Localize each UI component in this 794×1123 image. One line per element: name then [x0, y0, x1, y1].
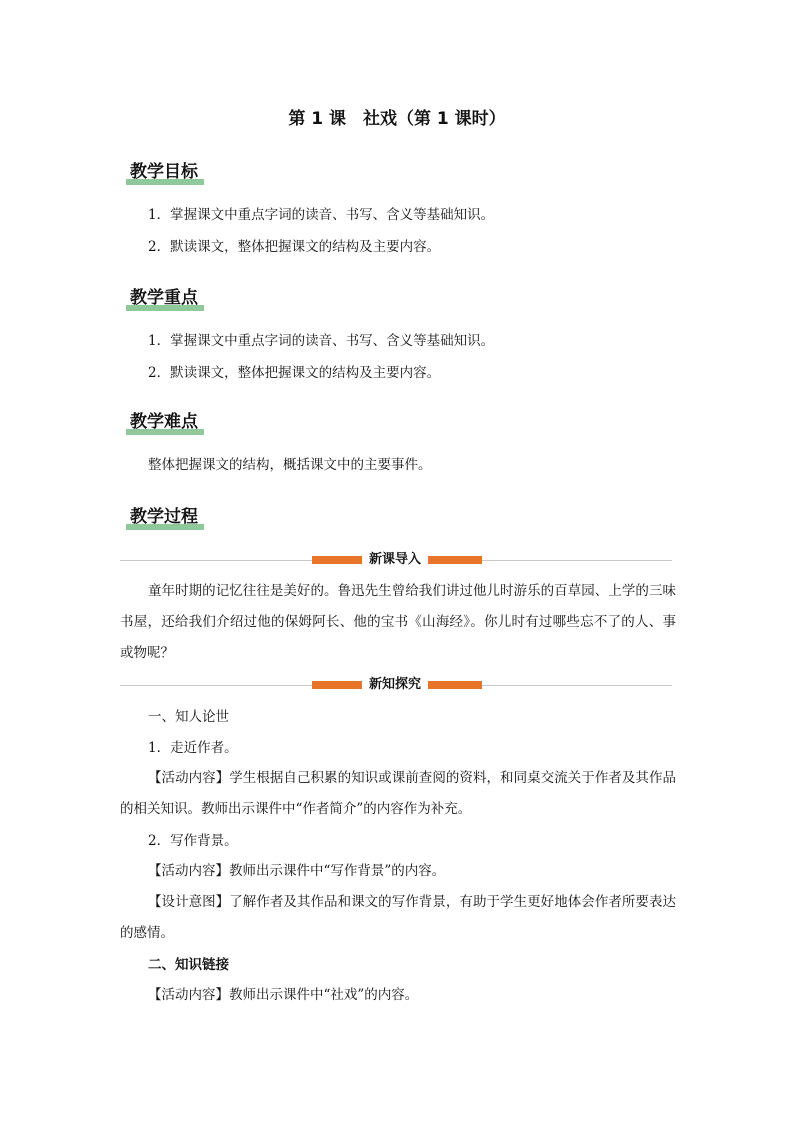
step1-activity-paragraph: [120, 763, 676, 825]
activity-label: 【活动内容】: [148, 770, 230, 786]
difficulties-heading: [130, 411, 198, 433]
design-label: 【设计意图】: [148, 894, 230, 910]
key-points-heading: [130, 287, 198, 309]
design-text: 了解作者及其作品和课文的写作背景，有助于学生更好地体会作者所要表达的感情。: [120, 894, 677, 941]
process-heading-text: 教学过程: [130, 507, 198, 527]
intro-paragraph: 童年时期的记忆往往是美好的。鲁迅先生曾给我们讲过他儿时游乐的百草园、上学的三味书屋，还给我们介绍过他的保姆阿长、他的宝书《山海经》。你儿时有过哪些忘不了的人、事或物呢？: [120, 583, 676, 661]
objectives-heading: [130, 161, 198, 183]
key-points-item-2: 2．默读课文，整体把握课文的结构及主要内容。: [148, 365, 441, 381]
explore-divider: [120, 676, 672, 694]
objectives-item-2: 2．默读课文，整体把握课文的结构及主要内容。: [148, 239, 441, 255]
step2-activity-text: 教师出示课件中“写作背景”的内容。: [229, 863, 446, 879]
design-paragraph: [120, 887, 676, 949]
objectives-item-1: 1．掌握课文中重点字词的读音、书写、含义等基础知识。: [148, 207, 495, 223]
intro-divider: [120, 551, 672, 569]
key-points-heading-text: 教学重点: [130, 288, 198, 308]
activity-label: 【活动内容】: [148, 863, 229, 879]
explore-divider-label: 新知探究: [362, 676, 428, 694]
part2-activity-text: 教师出示课件中“社戏”的内容。: [229, 987, 419, 1003]
step1-activity-text: 学生根据自己积累的知识或课前查阅的资料，和同桌交流关于作者及其作品的相关知识。教师出示课件中“作者简介”的内容作为补充。: [120, 770, 677, 817]
difficulties-text: 整体把握课文的结构，概括课文中的主要事件。: [148, 457, 432, 473]
divider-accent-right: [428, 556, 482, 564]
divider-accent-right: [428, 681, 482, 689]
part2-activity-paragraph: [120, 980, 676, 1011]
objectives-heading-text: 教学目标: [130, 162, 198, 182]
difficulties-heading-text: 教学难点: [130, 412, 198, 432]
part1-title: 一、知人论世: [148, 709, 229, 725]
key-points-item-1: 1．掌握课文中重点字词的读音、书写、含义等基础知识。: [148, 333, 495, 349]
step1-title: 1．走近作者。: [148, 740, 238, 756]
step2-activity-paragraph: [120, 856, 676, 887]
document-title: 第 1 课 社戏（第 1 课时）: [288, 109, 506, 129]
activity-label: 【活动内容】: [148, 987, 229, 1003]
intro-divider-label: 新课导入: [362, 551, 428, 569]
part2-title: 二、知识链接: [148, 957, 229, 973]
process-heading: [130, 506, 198, 528]
divider-accent-left: [312, 556, 362, 564]
divider-accent-left: [312, 681, 362, 689]
step2-title: 2．写作背景。: [148, 833, 238, 849]
